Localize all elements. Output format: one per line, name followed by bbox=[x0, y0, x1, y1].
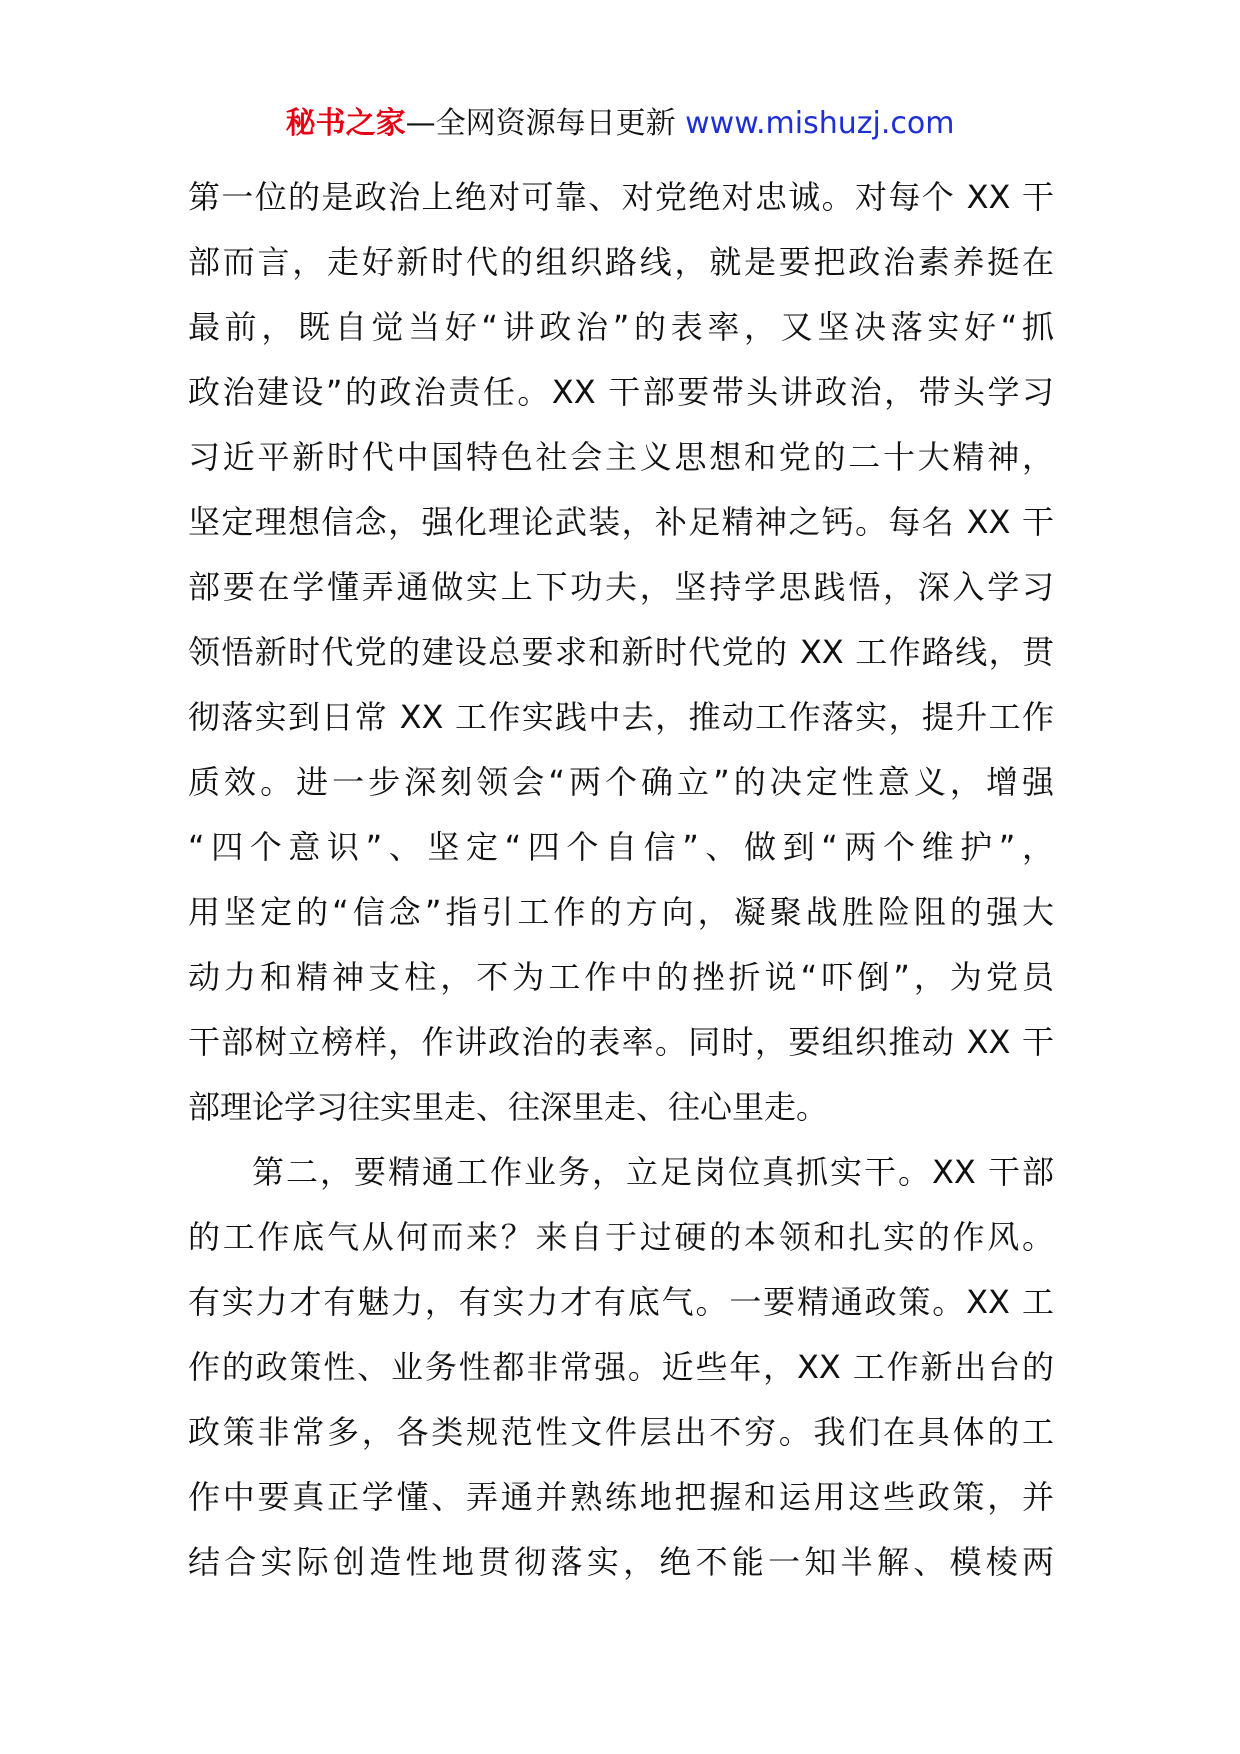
header-tagline: —全网资源每日更新 bbox=[405, 106, 676, 141]
text-line: 彻落实到日常 XX 工作实践中去，推动工作落实，提升工作 bbox=[188, 698, 1054, 736]
brand-name: 秘书之家 bbox=[285, 106, 406, 141]
text-line: 质效。进一步深刻领会“两个确立”的决定性意义，增强 bbox=[188, 763, 1054, 801]
text-line: 部要在学懂弄通做实上下功夫，坚持学思践悟，深入学习 bbox=[188, 568, 1054, 606]
site-url-link[interactable]: www.mishuzj.com bbox=[685, 106, 955, 141]
text-line: 政治建设”的政治责任。XX 干部要带头讲政治，带头学习 bbox=[188, 373, 1054, 411]
text-line: 作中要真正学懂、弄通并熟练地把握和运用这些政策，并 bbox=[188, 1478, 1054, 1516]
page-header bbox=[0, 104, 1240, 144]
text-line: 结合实际创造性地贯彻落实，绝不能一知半解、模棱两 bbox=[188, 1543, 1054, 1581]
text-line: 用坚定的“信念”指引工作的方向，凝聚战胜险阻的强大 bbox=[188, 893, 1054, 931]
text-line: 的工作底气从何而来？来自于过硬的本领和扎实的作风。 bbox=[188, 1218, 1054, 1256]
text-line: 习近平新时代中国特色社会主义思想和党的二十大精神， bbox=[188, 438, 1054, 476]
text-line: 最前，既自觉当好“讲政治”的表率，又坚决落实好“抓 bbox=[188, 308, 1054, 346]
text-line: 有实力才有魅力，有实力才有底气。一要精通政策。XX 工 bbox=[188, 1283, 1054, 1321]
text-line: 干部树立榜样，作讲政治的表率。同时，要组织推动 XX 干 bbox=[188, 1023, 1054, 1061]
text-line: “四个意识”、坚定“四个自信”、做到“两个维护”， bbox=[188, 828, 1054, 866]
text-line-paragraph-start: 第二，要精通工作业务，立足岗位真抓实干。XX 干部 bbox=[252, 1153, 1054, 1191]
text-line: 作的政策性、业务性都非常强。近些年，XX 工作新出台的 bbox=[188, 1348, 1054, 1386]
text-line: 部而言，走好新时代的组织路线，就是要把政治素养挺在 bbox=[188, 243, 1054, 281]
text-line: 领悟新时代党的建设总要求和新时代党的 XX 工作路线，贯 bbox=[188, 633, 1054, 671]
text-line: 第一位的是政治上绝对可靠、对党绝对忠诚。对每个 XX 干 bbox=[188, 178, 1054, 216]
text-line: 动力和精神支柱，不为工作中的挫折说“吓倒”，为党员 bbox=[188, 958, 1054, 996]
text-line: 政策非常多，各类规范性文件层出不穷。我们在具体的工 bbox=[188, 1413, 1054, 1451]
text-line-paragraph-end: 部理论学习往实里走、往深里走、往心里走。 bbox=[188, 1088, 829, 1126]
text-line: 坚定理想信念，强化理论武装，补足精神之钙。每名 XX 干 bbox=[188, 503, 1054, 541]
document-body bbox=[188, 165, 1054, 1595]
